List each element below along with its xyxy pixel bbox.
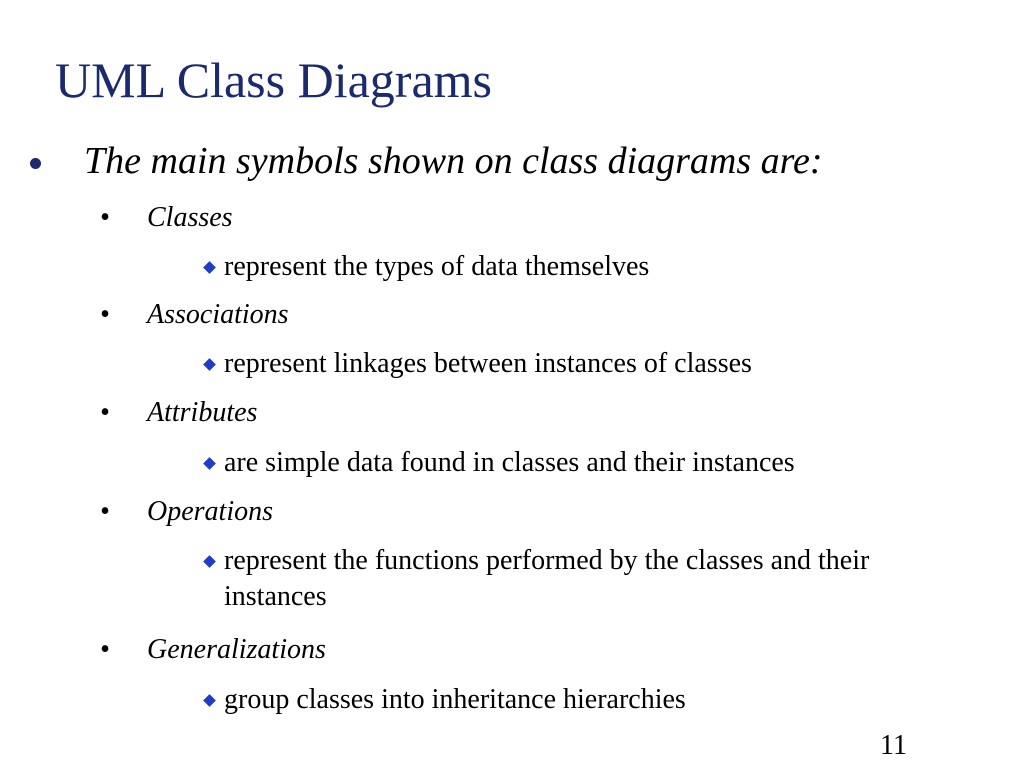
item-label: Generalizations — [147, 634, 326, 665]
bullet-icon: • — [100, 634, 110, 665]
diamond-bullet-icon — [203, 261, 216, 274]
round-bullet-icon — [30, 158, 41, 169]
intro-bullet-row — [30, 136, 1010, 186]
page-number: 11 — [880, 730, 907, 761]
intro-text: The main symbols shown on class diagrams are: — [84, 140, 823, 182]
diamond-bullet-icon — [203, 694, 216, 707]
diamond-bullet-icon — [203, 457, 216, 470]
slide-title: UML Class Diagrams — [55, 52, 492, 108]
item-description: represent the functions performed by the classes and their instances — [224, 545, 870, 612]
bullet-icon: • — [100, 397, 110, 428]
diamond-bullet-icon — [203, 358, 216, 371]
item-label: Attributes — [147, 397, 258, 428]
item-description: represent linkages between instances of classes — [224, 348, 752, 379]
item-label: Operations — [147, 496, 273, 527]
diamond-bullet-icon — [203, 555, 216, 568]
bullet-icon: • — [100, 496, 110, 527]
item-description: are simple data found in classes and their instances — [224, 447, 795, 478]
item-description: group classes into inheritance hierarchies — [224, 684, 686, 715]
bullet-icon: • — [100, 202, 110, 233]
item-description: represent the types of data themselves — [224, 251, 650, 282]
item-label: Classes — [147, 202, 233, 233]
bullet-icon: • — [100, 299, 110, 330]
item-label: Associations — [147, 299, 289, 330]
